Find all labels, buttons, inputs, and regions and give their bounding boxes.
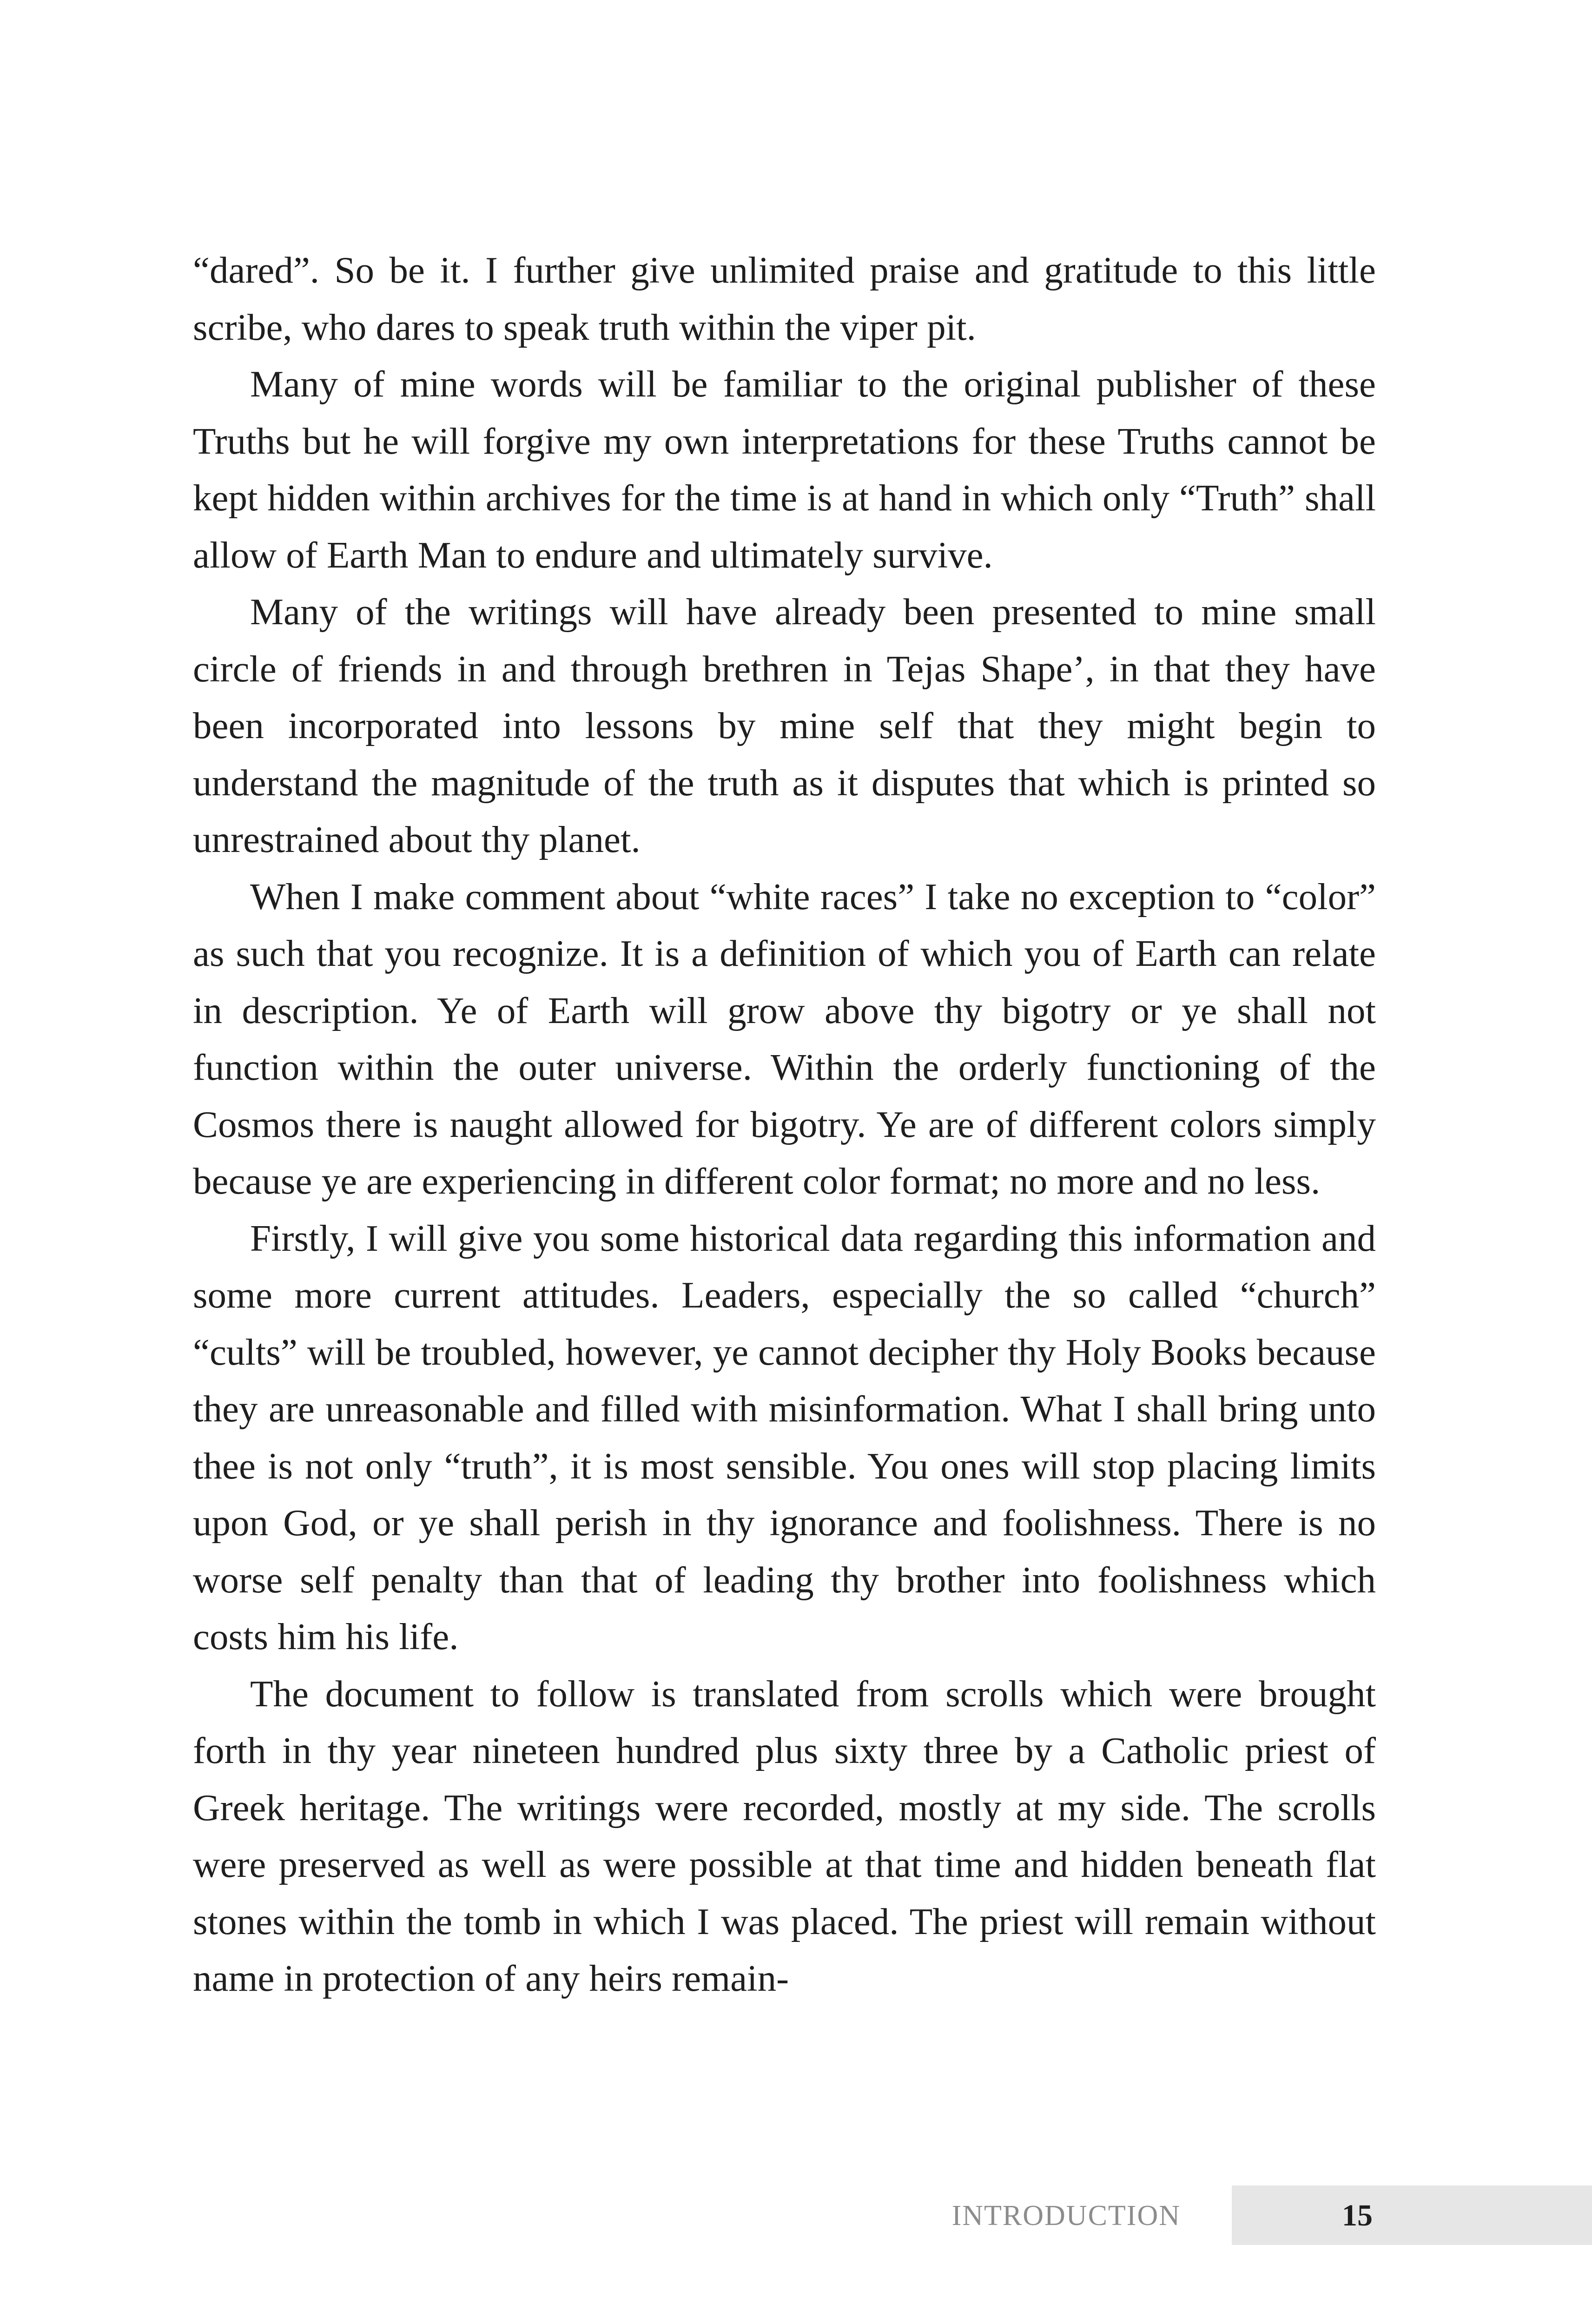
paragraph: Many of mine words will be familiar to the original publisher of these Truths but he will forgive my own interpretations for these Truths cannot be kept hidden within archives for the time is at hand in which only “Truth” shall allow of Earth Man to endure and ultimately survive.	[193, 363, 1376, 576]
body-text	[193, 242, 1376, 2007]
running-footer-section-label: INTRODUCTION	[951, 2200, 1181, 2232]
paragraph-continued: “dared”. So be it. I further give unlimited praise and gratitude to this little scribe, who dares to speak truth within the viper pit.	[193, 249, 1376, 348]
paragraph: Many of the writings will have already been presented to mine small circle of friends in and through brethren in Tejas Shape’, in that they have been incorporated into lessons by mine self that they might begin to understand the magnitude of the truth as it disputes that which is printed so unrestrained about thy planet.	[193, 591, 1376, 860]
paragraph: Firstly, I will give you some historical data regarding this information and some more current attitudes. Leaders, especially the so called “church” “cults” will be troubled, however, ye cannot decipher thy Holy Books because they are unreasonable and filled with misinformation. What I shall bring unto thee is not only “truth”, it is most sensible. You ones will stop placing limits upon God, or ye shall perish in thy ignorance and foolishness. There is no worse self penalty than that of leading thy brother into foolishness which costs him his life.	[193, 1217, 1376, 1657]
paragraph: When I make comment about “white races” I take no exception to “color” as such that you recognize. It is a definition of which you of Earth can relate in description. Ye of Earth will grow above thy bigotry or ye shall not function within the outer universe. Within the orderly functioning of the Cosmos there is naught allowed for bigotry. Ye are of different colors simply because ye are experiencing in different color format; no more and no less.	[193, 875, 1376, 1202]
paragraph: The document to follow is translated from scrolls which were brought forth in thy year nineteen hundred plus sixty three by a Catholic priest of Greek heritage. The writings were recorded, mostly at my side. The scrolls were preserved as well as were possible at that time and hidden beneath flat stones within the tomb in which I was placed. The priest will remain without name in protection of any heirs remain-	[193, 1672, 1376, 1999]
page-number: 15	[1342, 2199, 1373, 2232]
page-number-tab	[1232, 2185, 1592, 2245]
